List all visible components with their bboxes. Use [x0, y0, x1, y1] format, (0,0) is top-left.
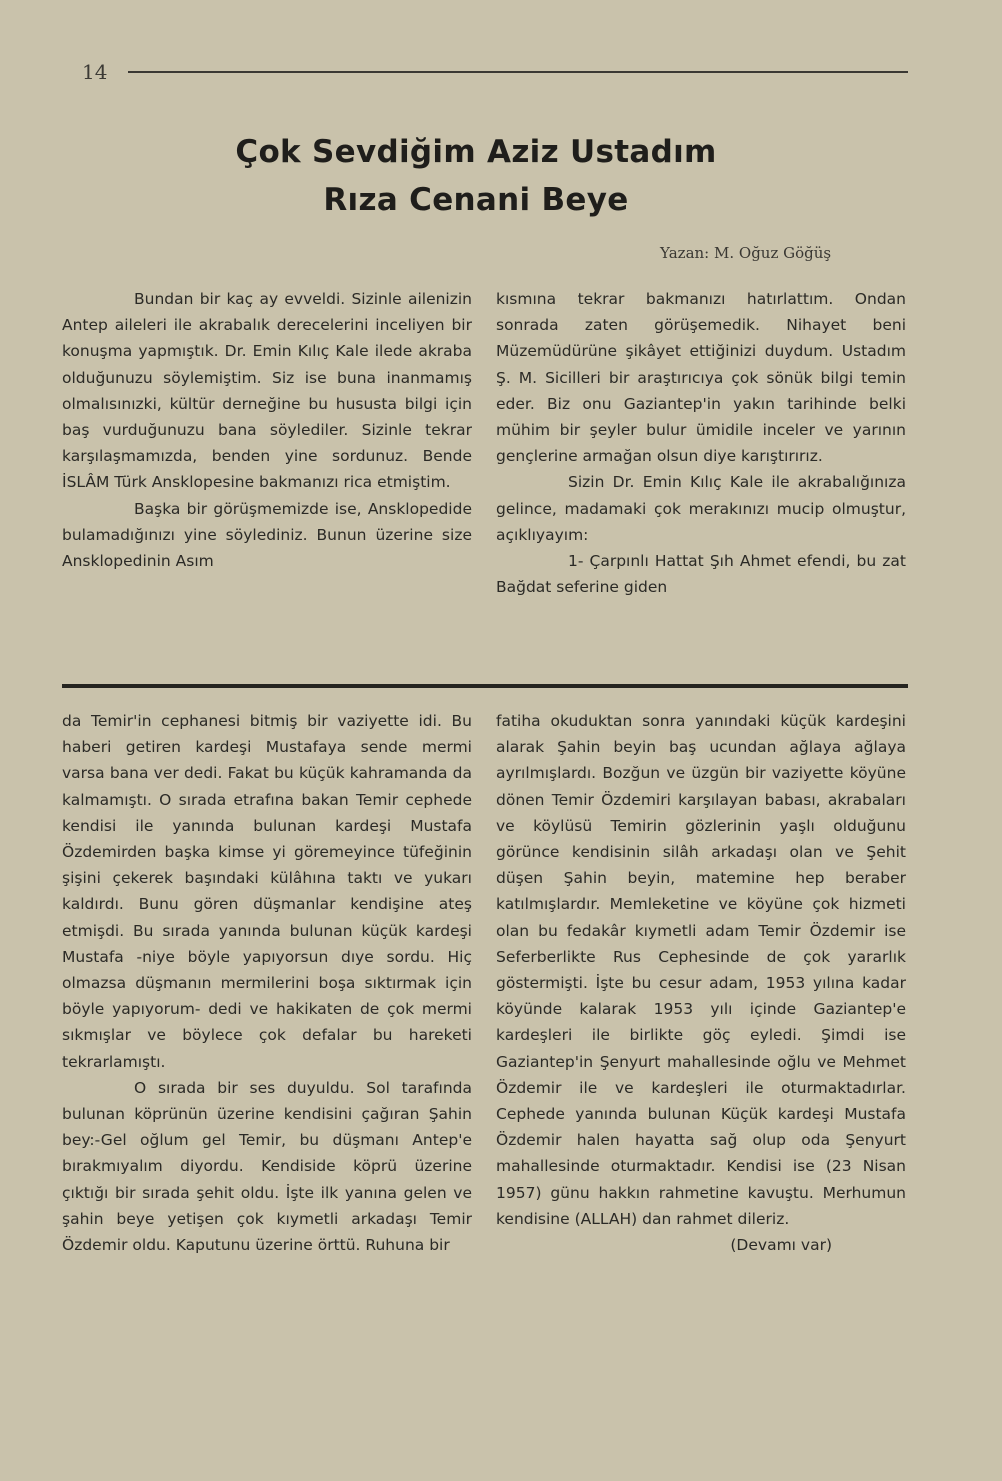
lower-right-column — [496, 708, 906, 1258]
page-number: 14 — [82, 60, 108, 84]
paragraph: O sırada bir ses duyuldu. Sol tarafında bulunan köprünün üzerine kendisini çağıran Şahin bey:-Gel oğlum gel Temir, bu düşmanı Antep'e bırakmıyalım diyordu. Kendiside köprü üzerine çıktığı bir sırada şehit oldu. İşte ilk yanına gelen ve şahin beye yetişen çok kıymetli arkadaşı Temir Özdemir oldu. Kaputunu üzerine örttü. Ruhuna bir — [62, 1078, 472, 1255]
article-title-line-2: Rıza Cenani Beye — [323, 182, 629, 218]
section-divider — [62, 684, 908, 688]
paragraph: 1- Çarpınlı Hattat Şıh Ahmet efendi, bu zat Bağdat seferine giden — [496, 552, 906, 597]
paragraph: kısmına tekrar bakmanızı hatırlattım. Ondan sonrada zaten görüşemedik. Nihayet beni Müzemüdürüne şikâyet ettiğinizi duydum. Ustadım Ş. M. Sicilleri bir araştırıcıya çok sönük bilgi temin eder. Biz onu Gaziantep'in yakın tarihinde belki mühim bir şeyler bulur ümidile inceler ve yarının gençlerine armağan olsun diye karıştırırız. — [496, 290, 906, 466]
upper-left-column — [62, 286, 472, 574]
upper-right-column — [496, 286, 906, 600]
article-title-line-1: Çok Sevdiğim Aziz Ustadım — [235, 134, 717, 170]
paragraph: fatiha okuduktan sonra yanındaki küçük kardeşini alarak Şahin beyin baş ucundan ağlaya ağlaya ayrılmışlardı. Bozğun ve üzgün bir vaziyette köyüne dönen Temir Özdemiri karşılayan babası, akrabaları ve köylüsü Temirin gözlerinin yaşlı olduğunu görünce kendisinin silâh arkadaşı olan ve Şehit düşen Şahin beyin, matemine hep beraber katılmışlardır. Memleketine ve köyüne çok hizmeti olan bu fedakâr kıymetli adam Temir Özdemir ise Seferberlikte Rus Cephesinde de çok yararlık göstermişti. İşte bu cesur adam, 1953 yılına kadar köyünde kalarak 1953 yılı içinde Gaziantep'e kardeşleri ile birlikte göç eyledi. Şimdi ise Gaziantep'in Şenyurt mahallesinde oğlu ve Mehmet Özdemir ile ve kardeşleri ile oturmaktadırlar. Cephede yanında bulunan Küçük kardeşi Mustafa Özdemir halen hayatta sağ olup oda Şenyurt mahallesinde oturmaktadır. Kendisi ise (23 Nisan 1957) günu hakkın rahmetine kavuştu. Merhumun kendisine (ALLAH) dan rahmet dileriz. — [496, 712, 906, 1228]
paragraph: Sizin Dr. Emin Kılıç Kale ile akrabalığınıza gelince, madamaki çok merakınızı mucip olmuştur, açıklıyayım: — [496, 473, 906, 544]
continued-note: (Devamı var) — [730, 1236, 832, 1255]
author-byline: Yazan: M. Oğuz Göğüş — [660, 244, 832, 262]
paragraph: Başka bir görüşmemizde ise, Ansklopedide bulamadığınızı yine söylediniz. Bunun üzerine size Ansklopedinin Asım — [62, 499, 472, 571]
paragraph: Bundan bir kaç ay evveldi. Sizinle ailenizin Antep aileleri ile akrabalık derecelerini inceliyen bir konuşma yapmıştık. Dr. Emin Kılıç Kale ilede akraba olduğunuzu söylemiştim. Siz ise buna inanmamış olmalısınızki, kültür derneğine bu hususta bilgi için baş vurduğunuzu bana söylediler. Sizinle tekrar karşılaşmamızda, benden yine sordunuz. Bende İSLÂM Türk Ansklopesine bakmanızı rica etmiştim. — [62, 290, 472, 492]
lower-left-column — [62, 708, 472, 1258]
header-rule — [128, 71, 908, 73]
paragraph: da Temir'in cephanesi bitmiş bir vaziyette idi. Bu haberi getiren kardeşi Mustafaya sende mermi varsa bana ver dedi. Fakat bu küçük kahramanda da kalmamıştı. O sırada etrafına bakan Temir cephede kendisi ile yanında bulunan kardeşi Mustafa Özdemirden başka kimse yi göremeyince tüfeğinin şişini çekerek başındaki külâhına taktı ve yukarı kaldırdı. Bunu gören düşmanlar kendişine ateş etmişdi. Bu sırada yanında bulunan küçük kardeşi Mustafa -niye böyle yapıyorsun dıye sordu. Hiç olmazsa düşmanın mermilerini boşa sıktırmak için böyle yapıyorum- dedi ve hakikaten de çok mermi sıkmışlar ve böylece çok defalar bu hareketi tekrarlamıştı. — [62, 712, 472, 1071]
